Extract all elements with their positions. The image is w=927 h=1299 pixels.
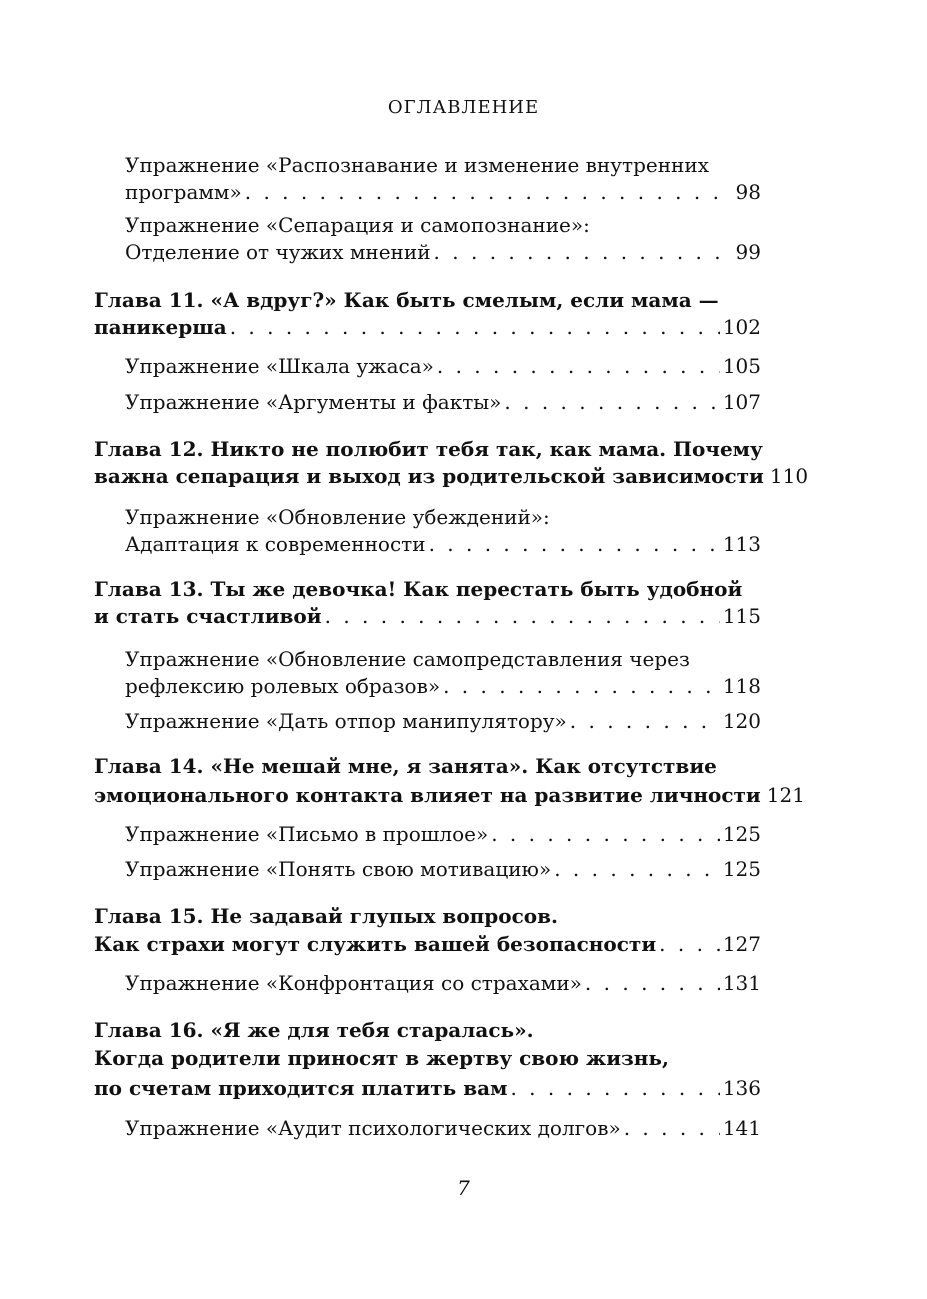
toc-chapter-line xyxy=(94,904,558,928)
dot-leader xyxy=(491,822,720,846)
toc-exercise-line xyxy=(125,180,761,204)
toc-exercise-line xyxy=(125,354,761,378)
toc-chapter-line xyxy=(94,437,763,461)
toc-chapter-line xyxy=(94,1076,761,1100)
toc-page-number: 118 xyxy=(722,674,761,698)
toc-entry-title: важна сепарация и выход из родительской зависимости xyxy=(94,464,764,488)
toc-entry-title: эмоционального контакта влияет на развитие личности xyxy=(94,783,761,807)
toc-page-number: 105 xyxy=(722,354,761,378)
toc-exercise-line xyxy=(125,390,761,414)
toc-entry-title: Отделение от чужих мнений xyxy=(125,240,431,264)
toc-entry-title: паникерша xyxy=(94,315,227,339)
toc-page-number: 121 xyxy=(766,783,805,807)
toc-entry-title: по счетам приходится платить вам xyxy=(94,1076,508,1100)
toc-entry-title: Упражнение «Шкала ужаса» xyxy=(125,354,434,378)
page-header: ОГЛАВЛЕНИЕ xyxy=(387,97,540,118)
toc-entry-title: Глава 11. «А вдруг?» Как быть смелым, если мама — xyxy=(94,288,719,312)
toc-entry-title: программ» xyxy=(125,180,242,204)
dot-leader xyxy=(554,857,720,881)
toc-exercise-line xyxy=(125,857,761,881)
toc-exercise-line xyxy=(125,647,690,671)
toc-entry-title: и стать счастливой xyxy=(94,604,322,628)
toc-page-number: 99 xyxy=(735,240,761,264)
toc-entry-title: Глава 16. «Я же для тебя старалась». xyxy=(94,1018,534,1042)
toc-page-number: 113 xyxy=(722,532,761,556)
toc-entry-title: Глава 14. «Не мешай мне, я занята». Как отсутствие xyxy=(94,754,717,778)
dot-leader xyxy=(504,390,719,414)
toc-entry-title: Упражнение «Понять свою мотивацию» xyxy=(125,857,552,881)
toc-exercise-line xyxy=(125,240,761,264)
toc-page-number: 127 xyxy=(722,932,761,956)
dot-leader xyxy=(325,604,720,628)
toc-page-number: 107 xyxy=(722,390,761,414)
toc-entry-title: Упражнение «Письмо в прошлое» xyxy=(125,822,489,846)
toc-page-number: 131 xyxy=(722,971,761,995)
toc-entry-title: Упражнение «Аудит психологических долгов» xyxy=(125,1116,621,1140)
dot-leader xyxy=(624,1116,720,1140)
toc-chapter-line xyxy=(94,604,761,628)
toc-chapter-line xyxy=(94,1046,669,1070)
toc-chapter-line xyxy=(94,783,805,807)
toc-exercise-line xyxy=(125,971,761,995)
toc-page-number: 115 xyxy=(722,604,761,628)
toc-exercise-line xyxy=(125,709,761,733)
toc-chapter-line xyxy=(94,1018,534,1042)
toc-entry-title: Упражнение «Дать отпор манипулятору» xyxy=(125,709,567,733)
toc-page-number: 136 xyxy=(722,1076,761,1100)
toc-entry-title: Глава 13. Ты же девочка! Как перестать быть удобной xyxy=(94,577,743,601)
dot-leader xyxy=(570,709,720,733)
toc-exercise-line xyxy=(125,213,590,237)
toc-entry-title: Как страхи могут служить вашей безопасности xyxy=(94,932,657,956)
toc-page-number: 120 xyxy=(722,709,761,733)
toc-entry-title: Упражнение «Аргументы и факты» xyxy=(125,390,502,414)
toc-chapter-line xyxy=(94,577,742,601)
toc-entry-title: Глава 12. Никто не полюбит тебя так, как мама. Почему xyxy=(94,437,763,461)
toc-chapter-line xyxy=(94,932,761,956)
dot-leader xyxy=(659,932,720,956)
toc-entry-title: Упражнение «Распознавание и изменение внутренних xyxy=(125,153,709,177)
toc-page-number: 141 xyxy=(722,1116,761,1140)
dot-leader xyxy=(429,532,720,556)
toc-exercise-line xyxy=(125,822,761,846)
toc-entry-title: рефлексию ролевых образов» xyxy=(125,674,441,698)
toc-page-number: 125 xyxy=(722,857,761,881)
toc-exercise-line xyxy=(125,505,550,529)
dot-leader xyxy=(230,315,720,339)
toc-chapter-line xyxy=(94,288,719,312)
toc-page-number: 125 xyxy=(722,822,761,846)
toc-exercise-line xyxy=(125,1116,761,1140)
toc-exercise-line xyxy=(125,532,761,556)
toc-page-number: 98 xyxy=(735,180,761,204)
toc-exercise-line xyxy=(125,674,761,698)
dot-leader xyxy=(434,240,733,264)
toc-entry-title: Упражнение «Обновление самопредставления через xyxy=(125,647,690,671)
toc-chapter-line xyxy=(94,464,809,488)
toc-entry-title: Упражнение «Обновление убеждений»: xyxy=(125,505,550,529)
toc-entry-title: Адаптация к современности xyxy=(125,532,426,556)
toc-exercise-line xyxy=(125,153,709,177)
dot-leader xyxy=(437,354,720,378)
toc-chapter-line xyxy=(94,754,717,778)
toc-entry-title: Упражнение «Конфронтация со страхами» xyxy=(125,971,582,995)
dot-leader xyxy=(245,180,733,204)
page-number: 7 xyxy=(457,1176,470,1200)
toc-page-number: 110 xyxy=(769,464,809,488)
dot-leader xyxy=(510,1076,719,1100)
dot-leader xyxy=(443,674,720,698)
toc-entry-title: Когда родители приносят в жертву свою жизнь, xyxy=(94,1046,669,1070)
toc-page-number: 102 xyxy=(722,315,761,339)
toc-entry-title: Глава 15. Не задавай глупых вопросов. xyxy=(94,904,559,928)
dot-leader xyxy=(585,971,720,995)
toc-chapter-line xyxy=(94,315,761,339)
toc-entry-title: Упражнение «Сепарация и самопознание»: xyxy=(125,213,590,237)
